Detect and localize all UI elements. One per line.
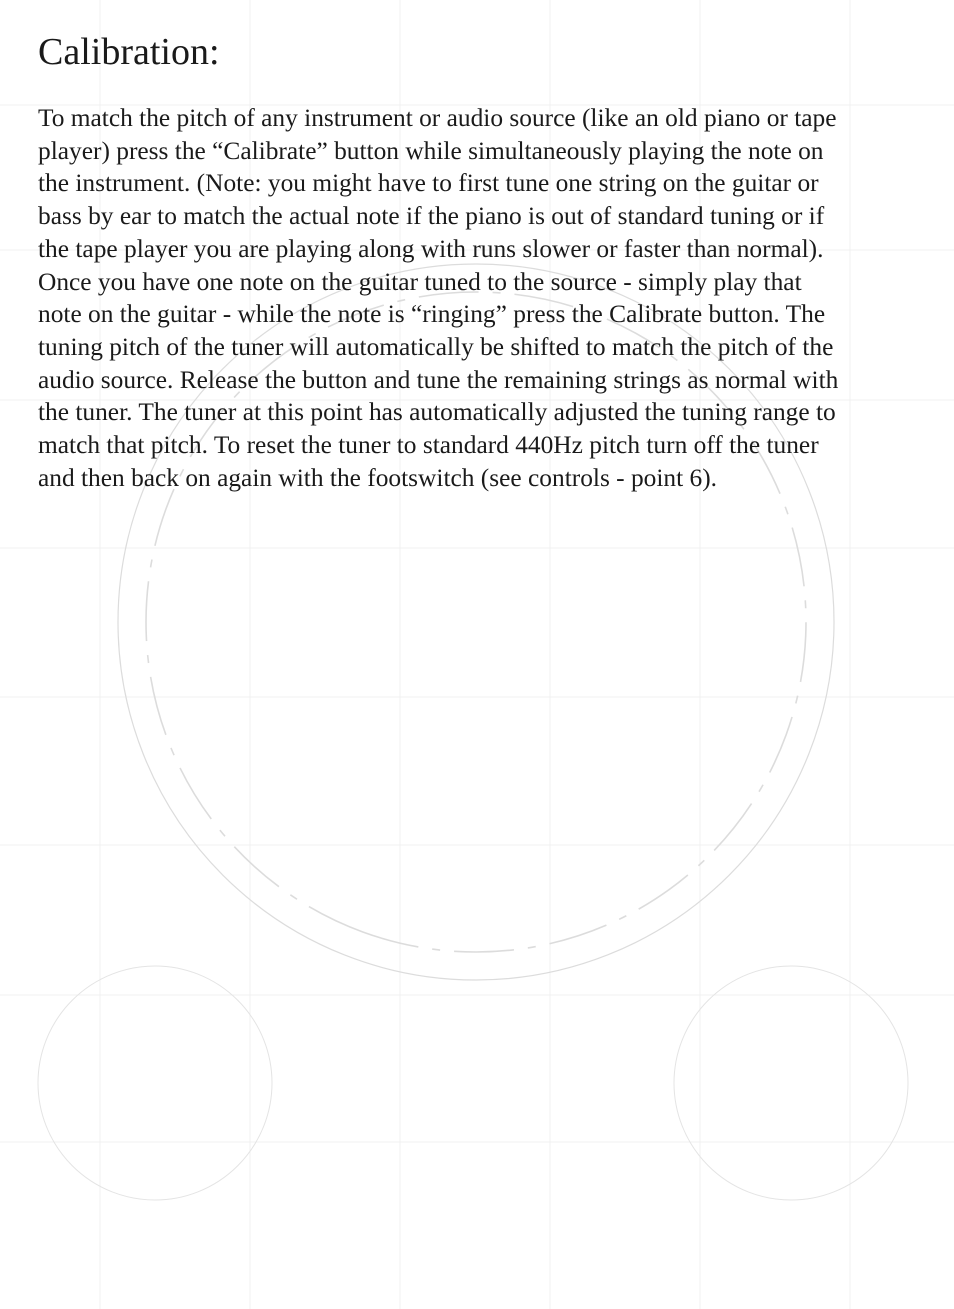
paragraph-line: player) press the “Calibrate” button while simultaneously playing the note on [38,136,824,165]
paragraph-line: and then back on again with the footswitch (see controls - point 6). [38,463,718,492]
paragraph-line: the instrument. (Note: you might have to first tune one string on the guitar or [38,169,819,198]
calibration-paragraph [38,102,906,494]
paragraph-line: match that pitch. To reset the tuner to standard 440Hz pitch turn off the tuner [38,431,819,460]
paragraph-line: Once you have one note on the guitar tuned to the source - simply play that [38,267,802,296]
paragraph-line: audio source. Release the button and tune the remaining strings as normal with [38,365,839,394]
paragraph-line: the tuner. The tuner at this point has automatically adjusted the tuning range to [38,398,836,427]
footswitch-outlines [38,966,908,1200]
paragraph-line: bass by ear to match the actual note if the piano is out of standard tuning or if [38,202,825,231]
paragraph-line: To match the pitch of any instrument or audio source (like an old piano or tape [38,104,837,132]
paragraph-line: the tape player you are playing along with runs slower or faster than normal). [38,234,824,263]
paragraph-line: tuning pitch of the tuner will automatically be shifted to match the pitch of the [38,332,834,361]
section-heading: Calibration: [38,31,220,73]
paragraph-line: note on the guitar - while the note is “ringing” press the Calibrate button. The [38,300,826,329]
